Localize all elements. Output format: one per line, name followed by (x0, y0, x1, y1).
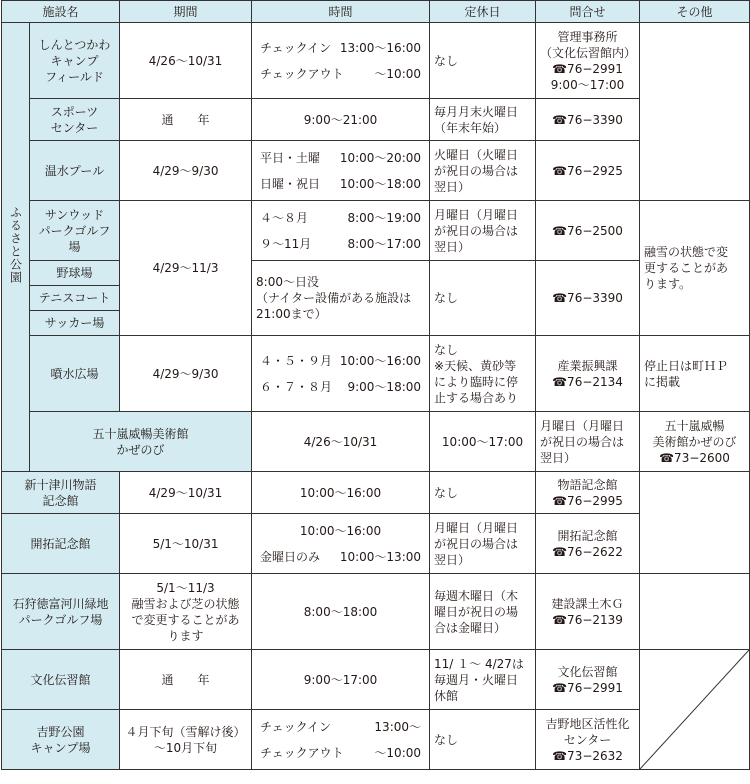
facility-name: スポーツ センター (30, 99, 120, 141)
contact-cell: ☎76−2500 (536, 201, 640, 261)
contact-cell: 管理事務所 （文化伝習館内） ☎76−2991 9:00〜17:00 (536, 23, 640, 99)
group-label-furusato: ふるさと公園 (2, 23, 30, 472)
other-cell: 停止日は町ＨＰ に掲載 (640, 336, 750, 412)
other-cell-diagonal (640, 650, 750, 770)
period-cell: 4/29〜9/30 (120, 141, 252, 201)
other-cell: 融雪の状態で変 更することがあ ります。 (640, 201, 750, 336)
contact-cell: ☎76−2925 (536, 141, 640, 201)
table-row (2, 412, 750, 472)
table-row (2, 574, 750, 650)
period-cell: ４月下旬（雪解け後） 〜10月下旬 (120, 710, 252, 770)
contact-cell: 吉野地区活性化 センター ☎73−2632 (536, 710, 640, 770)
period-cell: 5/1〜11/3 融雪および芝の状態 で変更することがあ ります (120, 574, 252, 650)
facility-name: 噴水広場 (30, 336, 120, 412)
table-row (2, 514, 750, 574)
facility-name: 温水プール (30, 141, 120, 201)
closed-cell: なし (430, 23, 536, 99)
contact-cell: 五十嵐威暢 美術館かぜのび ☎73−2600 (640, 412, 750, 472)
header-facility: 施設名 (2, 1, 120, 23)
facility-name: 新十津川物語 記念館 (2, 472, 120, 514)
period-cell: 4/26〜10/31 (120, 23, 252, 99)
contact-cell: ☎76−3390 (536, 99, 640, 141)
header-row (2, 1, 750, 23)
time-cell: チェックイン 13:00〜 チェックアウト 〜10:00 (252, 710, 430, 770)
period-cell: 4/29〜11/3 (120, 201, 252, 336)
contact-cell: 建設課土木Ｇ ☎76−2139 (536, 574, 640, 650)
contact-cell: 産業振興課 ☎76−2134 (536, 336, 640, 412)
period-cell: 4/29〜9/30 (120, 336, 252, 412)
header-time: 時間 (252, 1, 430, 23)
time-cell: 10:00〜17:00 (430, 412, 536, 472)
time-cell: 10:00〜16:00 (252, 472, 430, 514)
facility-name: サッカー場 (30, 311, 120, 336)
period-cell: 4/26〜10/31 (252, 412, 430, 472)
period-cell: 5/1〜10/31 (120, 514, 252, 574)
contact-cell: 物語記念館 ☎76−2995 (536, 472, 640, 514)
closed-cell: 11/ １〜 4/27は 毎週月・火曜日 休館 (430, 650, 536, 710)
closed-cell: なし ※天候、黄砂等 により臨時に停 止する場合あり (430, 336, 536, 412)
time-cell: 平日・土曜 10:00〜20:00 日曜・祝日 10:00〜18:00 (252, 141, 430, 201)
facility-name: テニスコート (30, 286, 120, 311)
table-row (2, 710, 750, 770)
other-cell-empty (640, 23, 750, 201)
time-cell: 9:00〜21:00 (252, 99, 430, 141)
facility-name: 五十嵐威暢美術館 かぜのび (30, 412, 252, 472)
facility-table (1, 0, 750, 770)
table-row (2, 141, 750, 201)
header-contact: 問合せ (536, 1, 640, 23)
table-row (2, 650, 750, 710)
period-cell: 4/29〜10/31 (120, 472, 252, 514)
facility-name: 文化伝習館 (2, 650, 120, 710)
closed-cell: 月曜日（月曜日 が祝日の場合は 翌日） (536, 412, 640, 472)
closed-cell: 火曜日（火曜日 が祝日の場合は 翌日） (430, 141, 536, 201)
table-row (2, 99, 750, 141)
table-row (2, 472, 750, 514)
contact-cell: ☎76−3390 (536, 261, 640, 336)
header-period: 期間 (120, 1, 252, 23)
facility-name: サンウッド パークゴルフ 場 (30, 201, 120, 261)
period-cell: 通 年 (120, 650, 252, 710)
diagonal-line (640, 650, 749, 769)
contact-cell: 開拓記念館 ☎76−2622 (536, 514, 640, 574)
time-cell: 10:00〜16:00 金曜日のみ 10:00〜13:00 (252, 514, 430, 574)
table-row (2, 336, 750, 412)
closed-cell: 毎週木曜日（木 曜日が祝日の場 合は金曜日） (430, 574, 536, 650)
facility-name: 野球場 (30, 261, 120, 286)
header-other: その他 (640, 1, 750, 23)
period-cell: 通 年 (120, 99, 252, 141)
other-cell-empty (640, 574, 750, 650)
closed-cell: 毎月月末火曜日 （年末年始） (430, 99, 536, 141)
other-cell-empty (640, 472, 750, 574)
facility-name: 石狩徳富河川緑地 パークゴルフ場 (2, 574, 120, 650)
time-cell: ４〜８月 8:00〜19:00 ９〜11月 8:00〜17:00 (252, 201, 430, 261)
contact-cell: 文化伝習館 ☎76−2991 (536, 650, 640, 710)
closed-cell: なし (430, 710, 536, 770)
facility-name: しんとつかわ キャンプ フィールド (30, 23, 120, 99)
facility-name: 吉野公園 キャンプ場 (2, 710, 120, 770)
table-row (2, 23, 750, 99)
closed-cell: 月曜日（月曜日 が祝日の場合は 翌日） (430, 514, 536, 574)
time-cell: 9:00〜17:00 (252, 650, 430, 710)
header-closed: 定休日 (430, 1, 536, 23)
time-cell: ４・５・９月 10:00〜16:00 ６・７・８月 9:00〜18:00 (252, 336, 430, 412)
table-row (2, 261, 750, 286)
closed-cell: なし (430, 472, 536, 514)
closed-cell: 月曜日（月曜日 が祝日の場合は 翌日） (430, 201, 536, 261)
time-cell: 8:00〜日没 （ナイター設備がある施設は 21:00まで） (252, 261, 430, 336)
facility-name: 開拓記念館 (2, 514, 120, 574)
time-cell: 8:00〜18:00 (252, 574, 430, 650)
table-row (2, 201, 750, 261)
time-cell: チェックイン 13:00〜16:00 チェックアウト 〜10:00 (252, 23, 430, 99)
closed-cell: なし (430, 261, 536, 336)
